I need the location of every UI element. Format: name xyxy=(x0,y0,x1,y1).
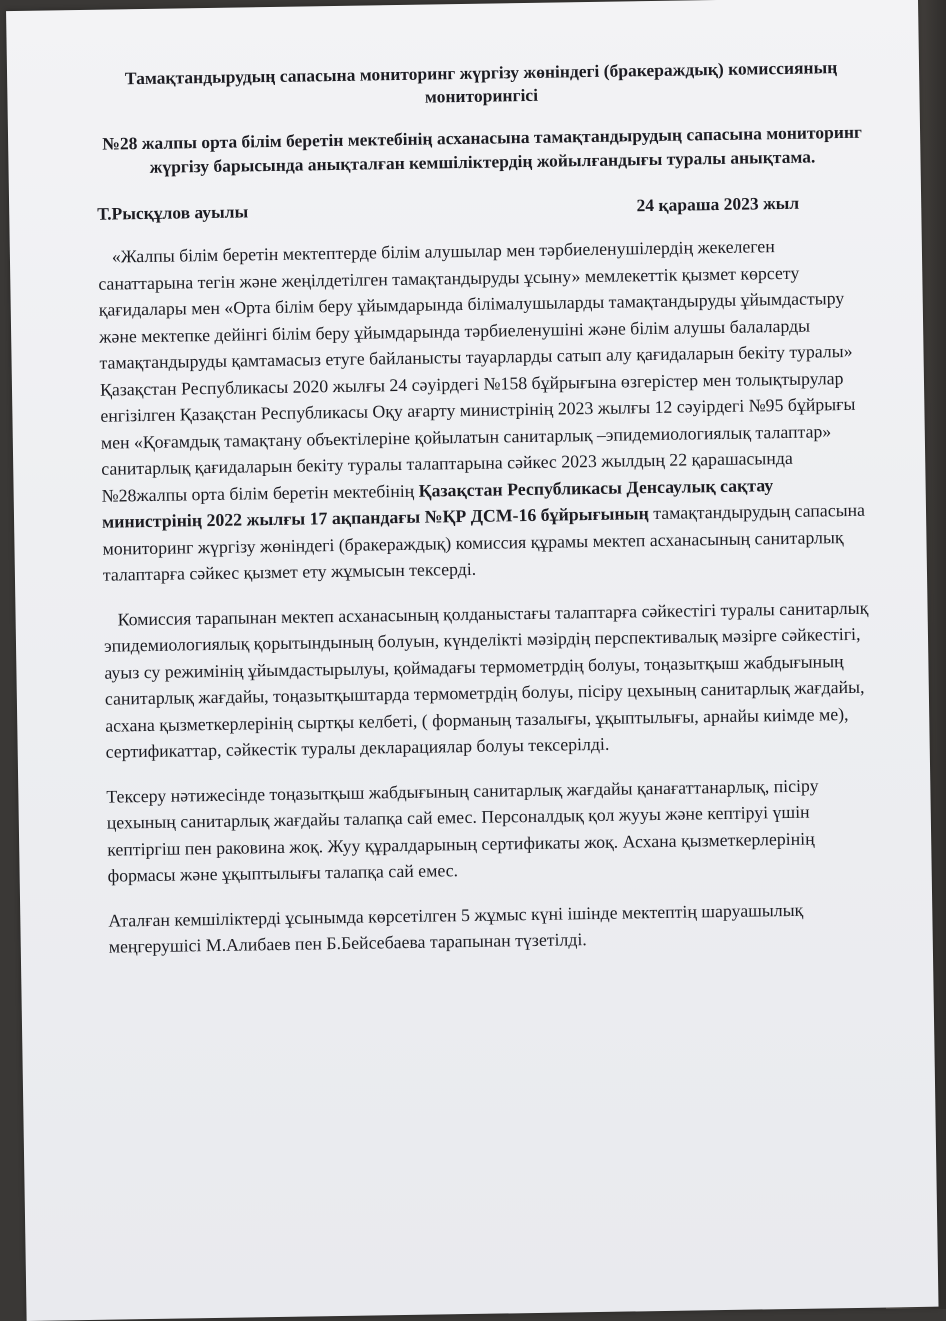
document-title: Тамақтандырудың сапасына мониторинг жүргізу жөніндегі (бракераждық) комиссияның мониторингісі xyxy=(124,57,838,107)
place: Т.Рысқұлов ауылы xyxy=(97,201,249,224)
paragraph-1-text-b: тамақтандырудың сапасына мониторинг жүргізу жөніндегі (бракераждық) комиссия құрамы мектеп асханасының санитарлық талаптарға сәйкес қызмет ету жұмысын тексерді. xyxy=(102,499,866,585)
paragraph-1-text-a: «Жалпы білім беретін мектептерде білім алушылар мен тәрбиеленушілердің жекелеген санаттарына тегін және жеңілдетілген тамақтандыруды ұсыну» мемлекеттік қызмет көрсету қағидалары мен «Орта білім беру ұйымдарында білімалушыларды тамақтандыруды ұйымдастыру және мектепке дейінгі білім беру ұйымдарында тәрбиеленушіні және білім алушы балаларды тамақтандыруды қамтамасыз етуге байланысты тауарларды сатып алу қағидаларын бекіту туралы» Қазақстан Республикасы 2020 жылғы 24 сәуірдегі №158 бұйрығына өзгерістер мен толықтырулар енгізілген Қазақстан Республикасы Оқу ағарту министрінің 2023 жылғы 12 сәуірдегі №95 бұйрығы мен «Қоғамдық тамақтану объектілеріне қойылатын санитарлық –эпидемиологиялық талаптар» санитарлық қағидаларын бекіту туралы талаптарына сәйкес 2023 жылдың 22 қарашасында №28жалпы орта білім беретін мектебінің xyxy=(98,236,856,506)
document-page xyxy=(6,0,938,1321)
document-subtitle: №28 жалпы орта білім беретін мектебінің асханасына тамақтандырудың сапасына мониторинг жүргізу барысында анықталған кемшіліктердің жойылғандығы туралы анықтама. xyxy=(102,121,863,177)
date: 24 қараша 2023 жыл xyxy=(636,192,800,216)
paragraph-3: Тексеру нәтижесінде тоңазытқыш жабдығының санитарлық жағдайы қанағаттанарлық, пісіру цехының санитарлық жағдайы талапқа сай емес. Персоналдық қол жууы және кептіруі үшін кептіргіш пен раковина жоқ. Жуу құралдарының сертификаты жоқ. Асхана қызметкерлерінің формасы және ұқыптылығы талапқа сай емес. xyxy=(106,774,819,886)
paragraph-1 xyxy=(98,232,875,589)
place-date-row xyxy=(97,190,869,226)
paragraph-1-bold: Қазақстан Республикасы Денсаулық сақтау министрінің 2022 жылғы 17 ақпандағы №ҚР ДСМ-16 бұйрығының xyxy=(101,474,774,532)
paragraph-4: Аталған кемшіліктерді ұсынымда көрсетілген 5 жұмыс күні ішінде мектептің шаруашылық меңгерушісі М.Алибаев пен Б.Бейсебаева тарапынан түзетілді. xyxy=(108,899,804,957)
paragraph-2: Комиссия тарапынан мектеп асханасының қолданыстағы талаптарға сәйкестігі туралы санитарлық эпидемиологиялық қорытындының болуын, күнделікті мәзірдің перспективалық мәзірге сәйкестігі, ауыз су режимінің ұйымдастырылуы, қоймадағы термометрдің болуы, тоңазытқыш жабдығының санитарлық жағдайы, тоңазытқыштарда термометрдің болуы, пісіру цехының санитарлық жағдайы, асхана қызметкерлерінің сыртқы келбеті, ( форманың тазалығы, ұқыптылығы, арнайы киімде ме), сертификаттар, сәйкестік туралы декларациялар болуы тексерілді. xyxy=(103,597,869,762)
document-content xyxy=(95,56,881,979)
